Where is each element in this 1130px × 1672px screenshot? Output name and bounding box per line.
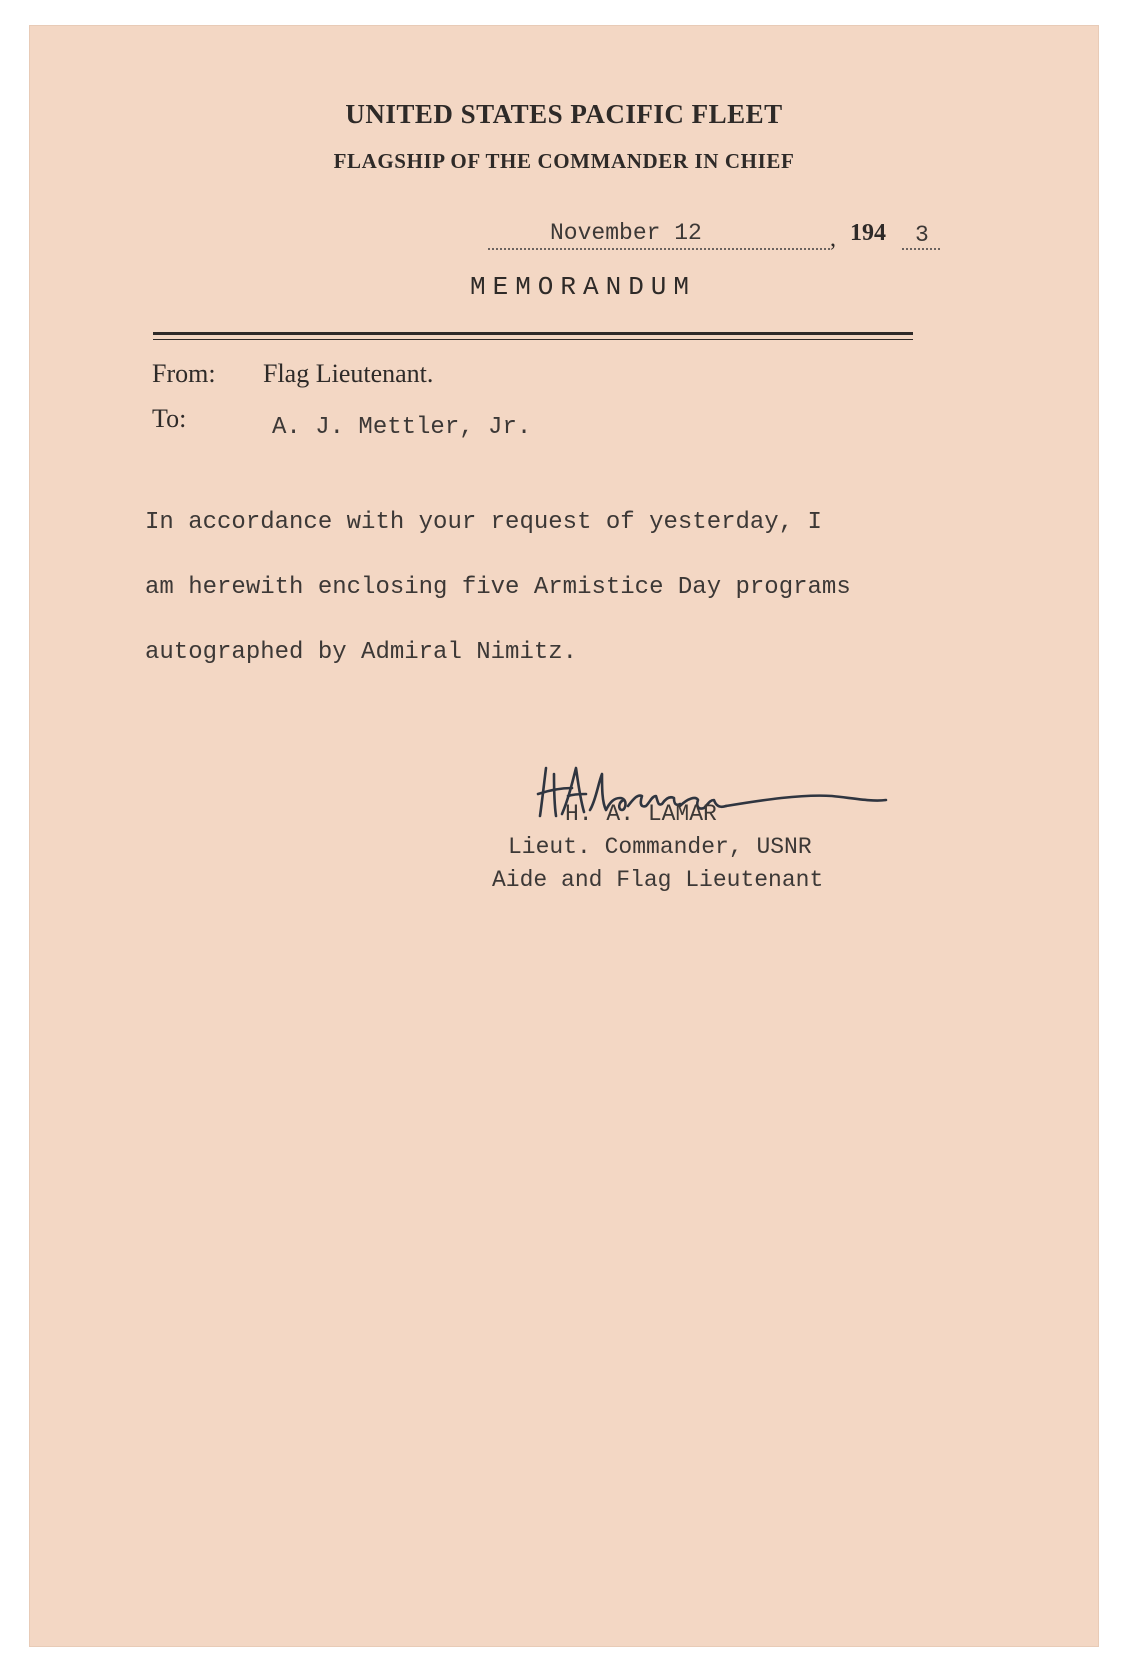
- body-line: am herewith enclosing five Armistice Day programs: [145, 574, 851, 601]
- signer-name: H. A. LAMAR: [565, 801, 717, 827]
- from-value: Flag Lieutenant.: [263, 359, 434, 388]
- body-line: In accordance with your request of yesterday, I: [145, 509, 822, 536]
- signer-rank: Lieut. Commander, USNR: [508, 834, 812, 860]
- year-dotted-line: [902, 248, 940, 250]
- memo-title: MEMORANDUM: [469, 272, 697, 302]
- date-year-prefix: 194: [850, 220, 886, 246]
- signer-position: Aide and Flag Lieutenant: [492, 867, 824, 893]
- body-line: autographed by Admiral Nimitz.: [145, 639, 578, 666]
- memo-paper: [30, 26, 1098, 1646]
- header-rule-thin: [153, 339, 913, 340]
- to-value: A. J. Mettler, Jr.: [272, 414, 532, 441]
- date-year-digit: 3: [915, 222, 929, 248]
- from-label: From:: [152, 359, 216, 388]
- date-comma: ,: [830, 226, 836, 252]
- header-rule-thick: [153, 332, 913, 335]
- date-dotted-line: [488, 248, 830, 250]
- letterhead-title: UNITED STATES PACIFIC FLEET: [345, 99, 783, 129]
- to-label: To:: [152, 404, 187, 433]
- date-month-day: November 12: [550, 220, 702, 246]
- letterhead-subtitle: FLAGSHIP OF THE COMMANDER IN CHIEF: [333, 149, 795, 173]
